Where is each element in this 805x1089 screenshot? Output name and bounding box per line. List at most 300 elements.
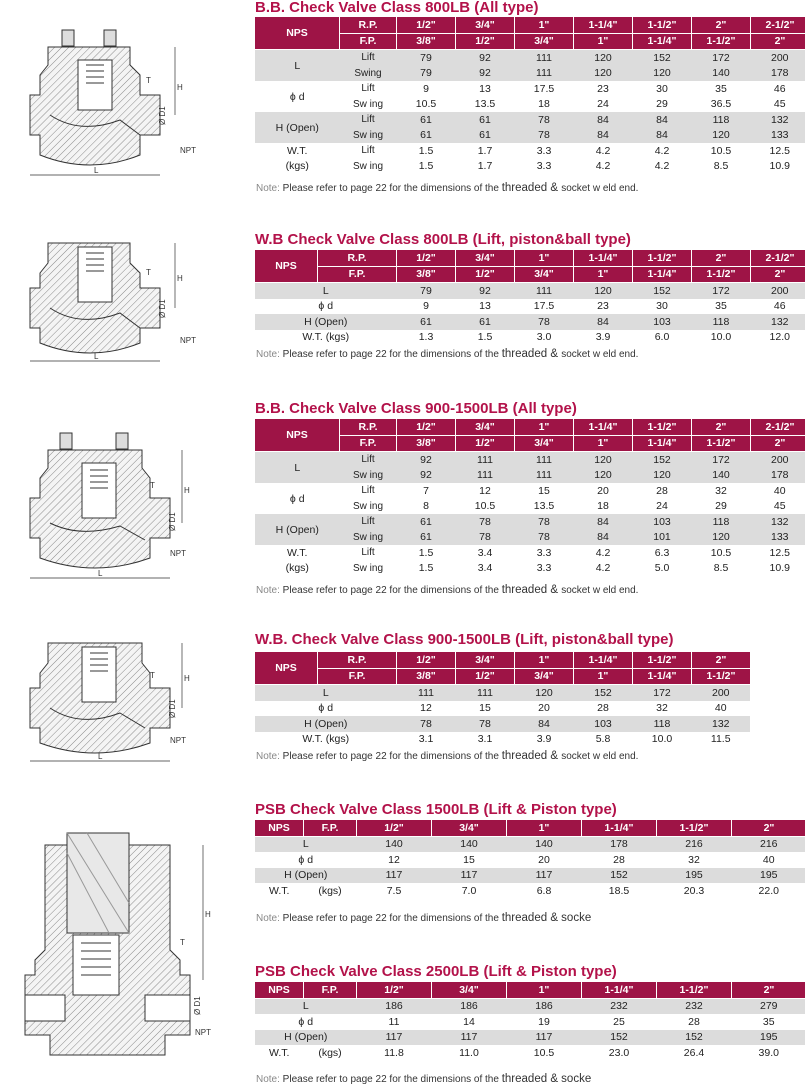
row-label: W.T.	[255, 1045, 304, 1061]
fp-size-cell: 1-1/4"	[633, 33, 692, 50]
value-cell: 18	[574, 499, 633, 515]
value-cell: 111	[515, 66, 574, 82]
row-sublabel: Sw ing	[340, 499, 397, 515]
value-cell: 117	[432, 1030, 507, 1046]
value-cell: 152	[633, 452, 692, 468]
nps-header: NPS	[255, 250, 318, 283]
table-row	[255, 836, 805, 852]
fp-size-cell: 3/8"	[397, 33, 456, 50]
row-label: L	[255, 685, 397, 701]
row-sublabel: Sw ing	[340, 97, 397, 113]
row-label: (kgs)	[255, 159, 340, 175]
section-title: W.B. Check Valve Class 900-1500LB (Lift, piston&ball type)	[255, 631, 674, 648]
value-cell: 4.2	[574, 545, 633, 561]
value-cell: 120	[574, 50, 633, 66]
value-cell: 3.1	[397, 732, 456, 748]
row-label: ϕ d	[255, 1014, 357, 1030]
value-cell: 28	[657, 1014, 732, 1030]
row-label: W.T.	[255, 143, 340, 159]
table-row	[255, 868, 805, 884]
rp-header: R.P.	[340, 17, 397, 33]
value-cell: 11.8	[357, 1045, 432, 1061]
row-label: ϕ d	[255, 299, 397, 315]
rp-size-cell: 1-1/2"	[633, 652, 692, 668]
fp-size-cell: 3/8"	[397, 266, 456, 283]
spec-table	[255, 419, 805, 576]
value-cell: 79	[397, 283, 456, 299]
value-cell: 3.9	[515, 732, 574, 748]
value-cell: 61	[397, 112, 456, 128]
value-cell: 23	[574, 299, 633, 315]
row-sublabel: Lift	[340, 452, 397, 468]
value-cell: 29	[692, 499, 751, 515]
rp-size-cell: 1/2"	[397, 250, 456, 266]
rp-size-cell: 1-1/4"	[574, 419, 633, 435]
value-cell: 1.5	[397, 143, 456, 159]
note: Note: Please refer to page 22 for the dimensions of the threaded & socket w eld end.	[256, 750, 639, 762]
fp-size-cell: 2"	[751, 435, 805, 452]
value-cell: 133	[751, 530, 805, 546]
value-cell: 18.5	[582, 883, 657, 899]
fp-size-cell: 1/2"	[456, 435, 515, 452]
fp-size-cell: 1-1/2"	[692, 435, 751, 452]
value-cell: 4.2	[574, 143, 633, 159]
value-cell: 35	[692, 81, 751, 97]
note: Note: Please refer to page 22 for the dimensions of the threaded & socket w eld end.	[256, 348, 639, 360]
value-cell: 78	[515, 514, 574, 530]
row-label: W.T.	[255, 545, 340, 561]
value-cell: 111	[515, 50, 574, 66]
l-dim-label: L	[94, 166, 99, 175]
section-wb-800lb	[0, 228, 805, 378]
l-dim-label: L	[98, 752, 103, 761]
fp-size-cell: 1"	[574, 435, 633, 452]
value-cell: 117	[357, 868, 432, 884]
value-cell: 20.3	[657, 883, 732, 899]
value-cell: 12.5	[751, 143, 805, 159]
section-psb-2500lb	[0, 962, 805, 1089]
value-cell: 46	[751, 81, 805, 97]
value-cell: 140	[357, 836, 432, 852]
row-sublabel: Sw ing	[340, 159, 397, 175]
value-cell: 61	[456, 112, 515, 128]
value-cell: 23.0	[582, 1045, 657, 1061]
table-row	[255, 668, 750, 685]
table-row	[255, 283, 805, 299]
row-label: (kgs)	[255, 561, 340, 577]
row-sublabel: Lift	[340, 514, 397, 530]
valve-drawing	[20, 428, 220, 588]
value-cell: 200	[751, 452, 805, 468]
value-cell: 133	[751, 128, 805, 144]
value-cell: 111	[456, 452, 515, 468]
value-cell: 111	[456, 468, 515, 484]
value-cell: 8.5	[692, 159, 751, 175]
table-row	[255, 419, 805, 435]
row-label: H (Open)	[255, 314, 397, 330]
nps-header: NPS	[255, 820, 304, 836]
rp-size-cell: 1"	[515, 250, 574, 266]
t-dim-label: T	[146, 268, 151, 277]
table-row	[255, 545, 805, 561]
rp-size-cell: 3/4"	[456, 652, 515, 668]
rp-header: R.P.	[340, 419, 397, 435]
npt-label: NPT	[170, 549, 186, 558]
table-row	[255, 314, 805, 330]
value-cell: 3.4	[456, 545, 515, 561]
d1-dim-label: Ø D1	[158, 299, 167, 318]
fp-size-cell: 1-1/4"	[633, 266, 692, 283]
row-sublabel: Swing	[340, 66, 397, 82]
fp-size-cell: 3/4"	[515, 435, 574, 452]
table-row	[255, 701, 750, 717]
value-cell: 24	[574, 97, 633, 113]
d1-dim-label: Ø D1	[168, 512, 177, 531]
fp-size-cell: 3/8"	[397, 435, 456, 452]
t-dim-label: T	[180, 938, 185, 947]
value-cell: 92	[456, 66, 515, 82]
value-cell: 61	[397, 314, 456, 330]
value-cell: 10.5	[397, 97, 456, 113]
row-label: W.T.	[255, 883, 304, 899]
value-cell: 84	[515, 716, 574, 732]
value-cell: 132	[751, 314, 805, 330]
value-cell: 78	[456, 530, 515, 546]
value-cell: 3.3	[515, 545, 574, 561]
value-cell: 19	[507, 1014, 582, 1030]
row-label: H (Open)	[255, 112, 340, 143]
row-label: H (Open)	[255, 514, 340, 545]
table-row	[255, 452, 805, 468]
rp-size-cell: 3/4"	[456, 419, 515, 435]
value-cell: 118	[692, 112, 751, 128]
value-cell: 200	[692, 685, 751, 701]
value-cell: 120	[574, 468, 633, 484]
rp-size-cell: 1-1/4"	[574, 17, 633, 33]
value-cell: 200	[751, 50, 805, 66]
table-row	[255, 50, 805, 66]
row-label: H (Open)	[255, 868, 357, 884]
table-row	[255, 250, 805, 266]
valve-drawing	[20, 25, 220, 185]
fp-header: F.P.	[340, 435, 397, 452]
rp-size-cell: 3/4"	[456, 250, 515, 266]
value-cell: 3.3	[515, 143, 574, 159]
value-cell: 216	[657, 836, 732, 852]
fp-size-cell: 1-1/4"	[633, 668, 692, 685]
value-cell: 78	[456, 514, 515, 530]
rp-size-cell: 1-1/4"	[574, 250, 633, 266]
section-title: W.B Check Valve Class 800LB (Lift, piston&ball type)	[255, 231, 631, 248]
value-cell: 11.0	[432, 1045, 507, 1061]
section-title: PSB Check Valve Class 2500LB (Lift & Piston type)	[255, 963, 617, 980]
value-cell: 10.5	[692, 545, 751, 561]
value-cell: 78	[515, 128, 574, 144]
value-cell: 6.8	[507, 883, 582, 899]
valve-drawing	[20, 233, 220, 368]
value-cell: 15	[515, 483, 574, 499]
value-cell: 79	[397, 50, 456, 66]
npt-label: NPT	[170, 736, 186, 745]
value-cell: 152	[582, 1030, 657, 1046]
table-row	[255, 483, 805, 499]
value-cell: 10.5	[456, 499, 515, 515]
table-row	[255, 998, 805, 1014]
value-cell: 9	[397, 299, 456, 315]
row-sublabel: Sw ing	[340, 468, 397, 484]
rp-size-cell: 1/2"	[397, 419, 456, 435]
row-sublabel: Lift	[340, 143, 397, 159]
row-label: (kgs)	[304, 1045, 357, 1061]
row-label: H (Open)	[255, 1030, 357, 1046]
row-sublabel: Lift	[340, 545, 397, 561]
value-cell: 79	[397, 66, 456, 82]
value-cell: 4.2	[633, 159, 692, 175]
rp-size-cell: 2-1/2"	[751, 250, 805, 266]
fp-size-cell: 3/4"	[515, 668, 574, 685]
rp-header: R.P.	[318, 652, 397, 668]
fp-size-cell: 3/4"	[432, 982, 507, 998]
d1-dim-label: Ø D1	[193, 996, 202, 1015]
value-cell: 1.5	[397, 561, 456, 577]
l-dim-label: L	[94, 352, 99, 361]
row-label: L	[255, 452, 340, 484]
h-dim-label: H	[184, 674, 190, 683]
value-cell: 40	[692, 701, 751, 717]
value-cell: 1.7	[456, 159, 515, 175]
table-row	[255, 716, 750, 732]
value-cell: 8.5	[692, 561, 751, 577]
value-cell: 152	[657, 1030, 732, 1046]
value-cell: 25	[582, 1014, 657, 1030]
value-cell: 3.0	[515, 330, 574, 346]
fp-size-cell: 1-1/2"	[657, 982, 732, 998]
section-title: PSB Check Valve Class 1500LB (Lift & Piston type)	[255, 801, 617, 818]
value-cell: 232	[582, 998, 657, 1014]
row-label: H (Open)	[255, 716, 397, 732]
value-cell: 152	[574, 685, 633, 701]
fp-size-cell: 1-1/4"	[633, 435, 692, 452]
value-cell: 12.5	[751, 545, 805, 561]
npt-label: NPT	[195, 1028, 211, 1037]
value-cell: 3.4	[456, 561, 515, 577]
value-cell: 13	[456, 81, 515, 97]
value-cell: 120	[515, 685, 574, 701]
fp-header: F.P.	[304, 820, 357, 836]
value-cell: 3.3	[515, 159, 574, 175]
value-cell: 10.5	[507, 1045, 582, 1061]
l-dim-label: L	[98, 569, 103, 578]
value-cell: 78	[515, 530, 574, 546]
note: Note: Please refer to page 22 for the dimensions of the threaded & socke	[256, 1073, 592, 1085]
value-cell: 32	[633, 701, 692, 717]
table-row	[255, 330, 805, 346]
row-label: L	[255, 998, 357, 1014]
value-cell: 120	[574, 452, 633, 468]
rp-size-cell: 1-1/2"	[633, 250, 692, 266]
spec-table	[255, 982, 805, 1061]
fp-size-cell: 1"	[574, 668, 633, 685]
value-cell: 92	[456, 283, 515, 299]
value-cell: 23	[574, 81, 633, 97]
table-row	[255, 652, 750, 668]
fp-size-cell: 1"	[574, 266, 633, 283]
value-cell: 78	[397, 716, 456, 732]
value-cell: 40	[751, 483, 805, 499]
table-row	[255, 820, 805, 836]
value-cell: 84	[574, 530, 633, 546]
value-cell: 84	[633, 112, 692, 128]
value-cell: 24	[633, 499, 692, 515]
value-cell: 195	[657, 868, 732, 884]
value-cell: 18	[515, 97, 574, 113]
value-cell: 36.5	[692, 97, 751, 113]
fp-size-cell: 1/2"	[456, 33, 515, 50]
table-row	[255, 514, 805, 530]
value-cell: 32	[657, 852, 732, 868]
fp-header: F.P.	[304, 982, 357, 998]
fp-size-cell: 2"	[732, 820, 805, 836]
t-dim-label: T	[146, 76, 151, 85]
value-cell: 7.5	[357, 883, 432, 899]
table-row	[255, 112, 805, 128]
rp-header: R.P.	[318, 250, 397, 266]
fp-size-cell: 3/8"	[397, 668, 456, 685]
value-cell: 1.7	[456, 143, 515, 159]
section-bb-800lb	[0, 0, 805, 200]
fp-size-cell: 1/2"	[456, 266, 515, 283]
t-dim-label: T	[150, 481, 155, 490]
nps-header: NPS	[255, 419, 340, 452]
rp-size-cell: 2"	[692, 17, 751, 33]
fp-size-cell: 2"	[732, 982, 805, 998]
row-sublabel: Lift	[340, 50, 397, 66]
section-wb-900-1500lb	[0, 628, 805, 778]
value-cell: 6.0	[633, 330, 692, 346]
value-cell: 118	[692, 514, 751, 530]
value-cell: 1.5	[397, 545, 456, 561]
value-cell: 11	[357, 1014, 432, 1030]
value-cell: 4.2	[574, 561, 633, 577]
value-cell: 4.2	[574, 159, 633, 175]
value-cell: 10.0	[633, 732, 692, 748]
rp-size-cell: 1-1/2"	[633, 17, 692, 33]
value-cell: 61	[397, 530, 456, 546]
value-cell: 120	[633, 66, 692, 82]
fp-size-cell: 1/2"	[357, 820, 432, 836]
value-cell: 84	[574, 514, 633, 530]
value-cell: 1.3	[397, 330, 456, 346]
valve-drawing	[20, 633, 220, 768]
value-cell: 35	[732, 1014, 805, 1030]
rp-size-cell: 2"	[692, 250, 751, 266]
table-row	[255, 81, 805, 97]
value-cell: 172	[692, 283, 751, 299]
fp-size-cell: 1-1/2"	[657, 820, 732, 836]
value-cell: 35	[692, 299, 751, 315]
row-label: ϕ d	[255, 852, 357, 868]
value-cell: 152	[633, 50, 692, 66]
value-cell: 132	[692, 716, 751, 732]
rp-size-cell: 1"	[515, 652, 574, 668]
value-cell: 30	[633, 299, 692, 315]
spec-table	[255, 820, 805, 899]
value-cell: 17.5	[515, 299, 574, 315]
value-cell: 84	[633, 128, 692, 144]
rp-size-cell: 1"	[515, 17, 574, 33]
value-cell: 30	[633, 81, 692, 97]
fp-header: F.P.	[340, 33, 397, 50]
value-cell: 10.9	[751, 159, 805, 175]
row-label: ϕ d	[255, 483, 340, 514]
value-cell: 118	[633, 716, 692, 732]
row-label: W.T. (kgs)	[255, 732, 397, 748]
value-cell: 15	[432, 852, 507, 868]
rp-size-cell: 2-1/2"	[751, 17, 805, 33]
value-cell: 1.5	[397, 159, 456, 175]
value-cell: 140	[692, 468, 751, 484]
value-cell: 140	[432, 836, 507, 852]
value-cell: 111	[397, 685, 456, 701]
value-cell: 172	[692, 50, 751, 66]
value-cell: 111	[456, 685, 515, 701]
value-cell: 178	[751, 468, 805, 484]
value-cell: 8	[397, 499, 456, 515]
t-dim-label: T	[150, 671, 155, 680]
value-cell: 186	[432, 998, 507, 1014]
table-row	[255, 732, 750, 748]
value-cell: 14	[432, 1014, 507, 1030]
value-cell: 28	[574, 701, 633, 717]
note: Note: Please refer to page 22 for the dimensions of the threaded & socket w eld end.	[256, 182, 639, 194]
value-cell: 13.5	[456, 97, 515, 113]
value-cell: 152	[633, 283, 692, 299]
table-row	[255, 1030, 805, 1046]
rp-size-cell: 2-1/2"	[751, 419, 805, 435]
value-cell: 46	[751, 299, 805, 315]
value-cell: 103	[633, 514, 692, 530]
value-cell: 132	[751, 112, 805, 128]
value-cell: 15	[456, 701, 515, 717]
d1-dim-label: Ø D1	[158, 106, 167, 125]
h-dim-label: H	[184, 486, 190, 495]
value-cell: 45	[751, 97, 805, 113]
value-cell: 78	[515, 112, 574, 128]
table-row	[255, 883, 805, 899]
row-sublabel: Sw ing	[340, 128, 397, 144]
row-sublabel: Lift	[340, 483, 397, 499]
value-cell: 13	[456, 299, 515, 315]
value-cell: 7.0	[432, 883, 507, 899]
value-cell: 3.3	[515, 561, 574, 577]
spec-table	[255, 250, 805, 345]
fp-size-cell: 1-1/2"	[692, 668, 751, 685]
fp-size-cell: 1-1/2"	[692, 266, 751, 283]
value-cell: 117	[507, 1030, 582, 1046]
value-cell: 172	[692, 452, 751, 468]
nps-header: NPS	[255, 17, 340, 50]
rp-size-cell: 2"	[692, 419, 751, 435]
value-cell: 118	[692, 314, 751, 330]
value-cell: 28	[582, 852, 657, 868]
note: Note: Please refer to page 22 for the dimensions of the threaded & socke	[256, 912, 592, 924]
value-cell: 10.9	[751, 561, 805, 577]
value-cell: 6.3	[633, 545, 692, 561]
value-cell: 61	[397, 128, 456, 144]
value-cell: 200	[751, 283, 805, 299]
value-cell: 140	[507, 836, 582, 852]
value-cell: 12	[357, 852, 432, 868]
